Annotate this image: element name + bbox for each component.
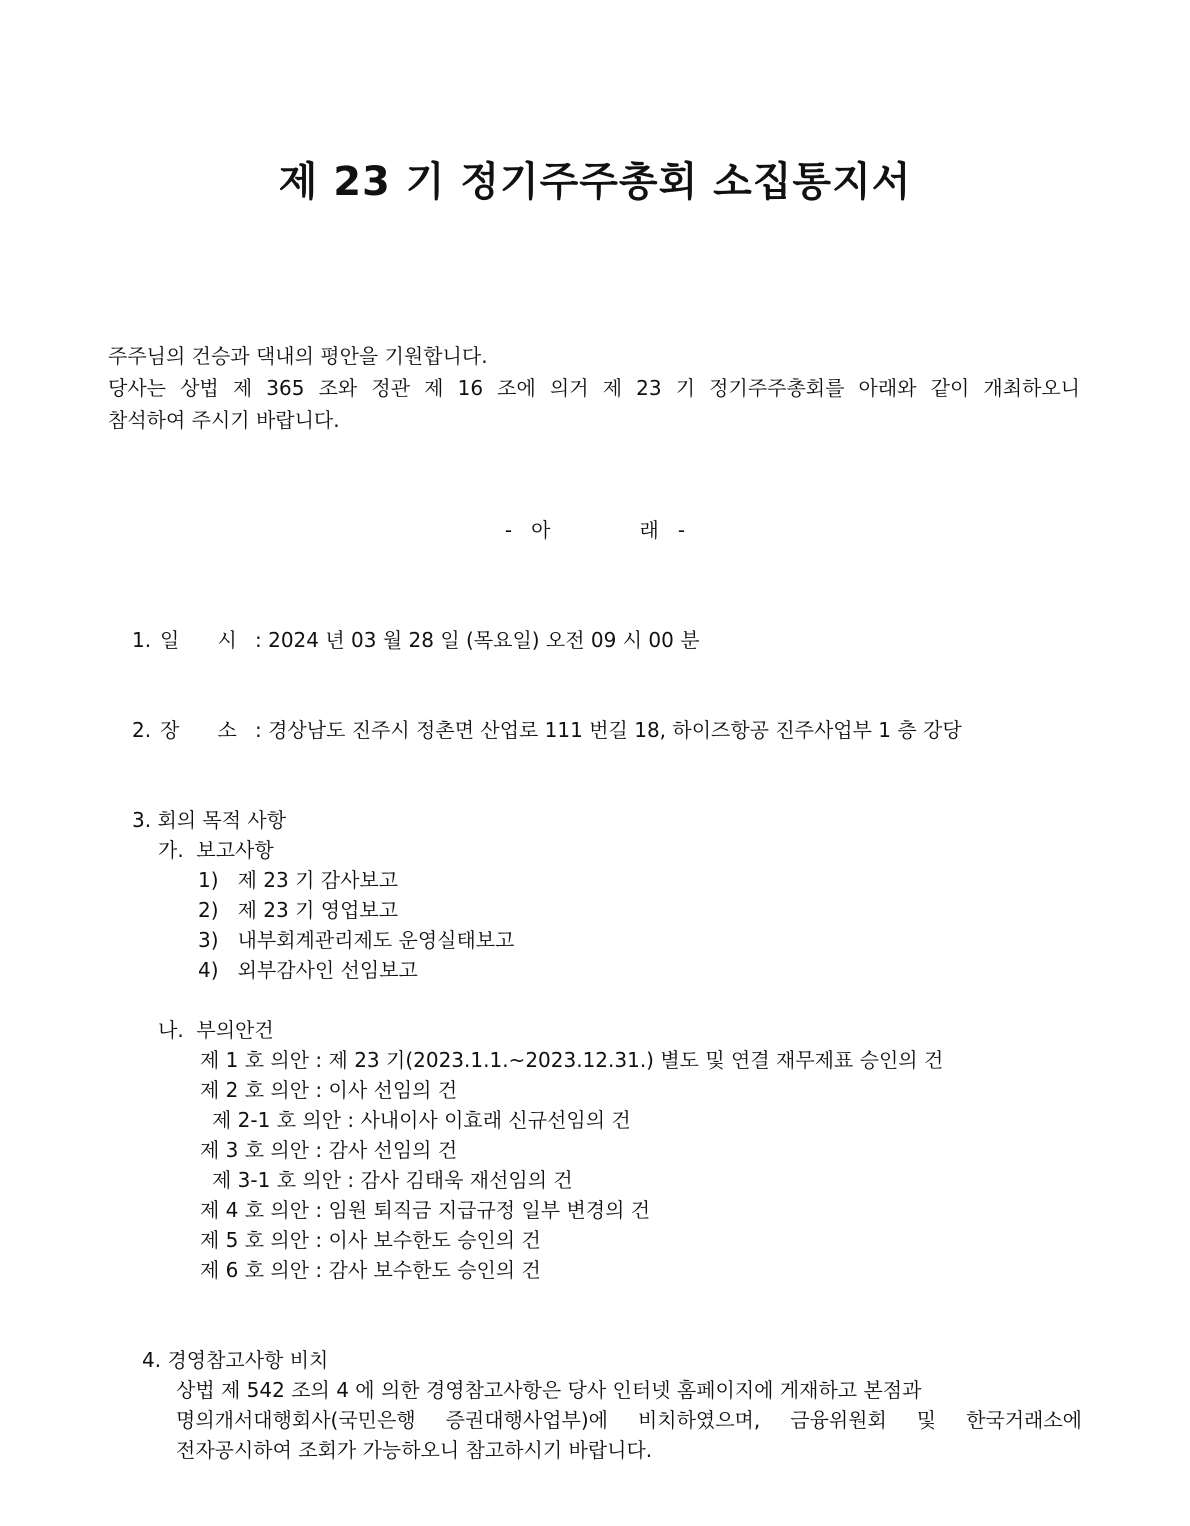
- agenda-item: 제 2 호 의안 : 이사 선임의 건: [200, 1078, 458, 1102]
- agenda-sub-item: 제 2-1 호 의안 : 사내이사 이효래 신규선임의 건: [212, 1108, 631, 1132]
- item-3-heading: 3. 회의 목적 사항: [132, 808, 287, 832]
- agenda-item: 제 6 호 의안 : 감사 보수한도 승인의 건: [200, 1258, 541, 1282]
- item-2-number: 2.: [132, 718, 152, 742]
- report-item: 4) 외부감사인 선임보고: [198, 958, 418, 982]
- greeting-line-2: 당사는 상법 제 365 조와 정관 제 16 조에 의거 제 23 기 정기주주총회를 아래와 같이 개최하오니: [108, 376, 1080, 400]
- item-2-value: : 경상남도 진주시 정촌면 산업로 111 번길 18, 하이즈항공 진주사업부 1 층 강당: [255, 718, 962, 742]
- item-4-heading: 4. 경영참고사항 비치: [142, 1348, 329, 1372]
- agenda-item: 제 4 호 의안 : 임원 퇴직금 지급규정 일부 변경의 건: [200, 1198, 651, 1222]
- item-1-number: 1.: [132, 628, 152, 652]
- item-1-label: 일 시: [160, 628, 237, 652]
- report-item: 1) 제 23 기 감사보고: [198, 868, 399, 892]
- greeting-line-3: 참석하여 주시기 바랍니다.: [108, 408, 340, 432]
- item-4-line-1: 상법 제 542 조의 4 에 의한 경영참고사항은 당사 인터넷 홈페이지에 게재하고 본점과: [176, 1378, 922, 1402]
- agenda-heading: 나. 부의안건: [158, 1018, 274, 1042]
- document-title: 제 23 기 정기주주총회 소집통지서: [278, 159, 912, 205]
- agenda-item: 제 3 호 의안 : 감사 선임의 건: [200, 1138, 458, 1162]
- item-4-line-2: 명의개서대행회사(국민은행 증권대행사업부)에 비치하였으며, 금융위원회 및 한국거래소에: [176, 1408, 1082, 1432]
- greeting-line-1: 주주님의 건승과 댁내의 평안을 기원합니다.: [108, 344, 488, 368]
- reports-heading: 가. 보고사항: [158, 838, 274, 862]
- item-2-label: 장 소: [160, 718, 237, 742]
- item-1-value: : 2024 년 03 월 28 일 (목요일) 오전 09 시 00 분: [255, 628, 700, 652]
- item-4-line-3: 전자공시하여 조회가 가능하오니 참고하시기 바랍니다.: [176, 1438, 653, 1462]
- agenda-item: 제 1 호 의안 : 제 23 기(2023.1.1.~2023.12.31.) 별도 및 연결 재무제표 승인의 건: [200, 1048, 944, 1072]
- report-item: 2) 제 23 기 영업보고: [198, 898, 399, 922]
- agenda-sub-item: 제 3-1 호 의안 : 감사 김태욱 재선임의 건: [212, 1168, 573, 1192]
- agenda-item: 제 5 호 의안 : 이사 보수한도 승인의 건: [200, 1228, 541, 1252]
- report-item: 3) 내부회계관리제도 운영실태보고: [198, 928, 515, 952]
- below-heading: - 아 래 -: [504, 518, 686, 542]
